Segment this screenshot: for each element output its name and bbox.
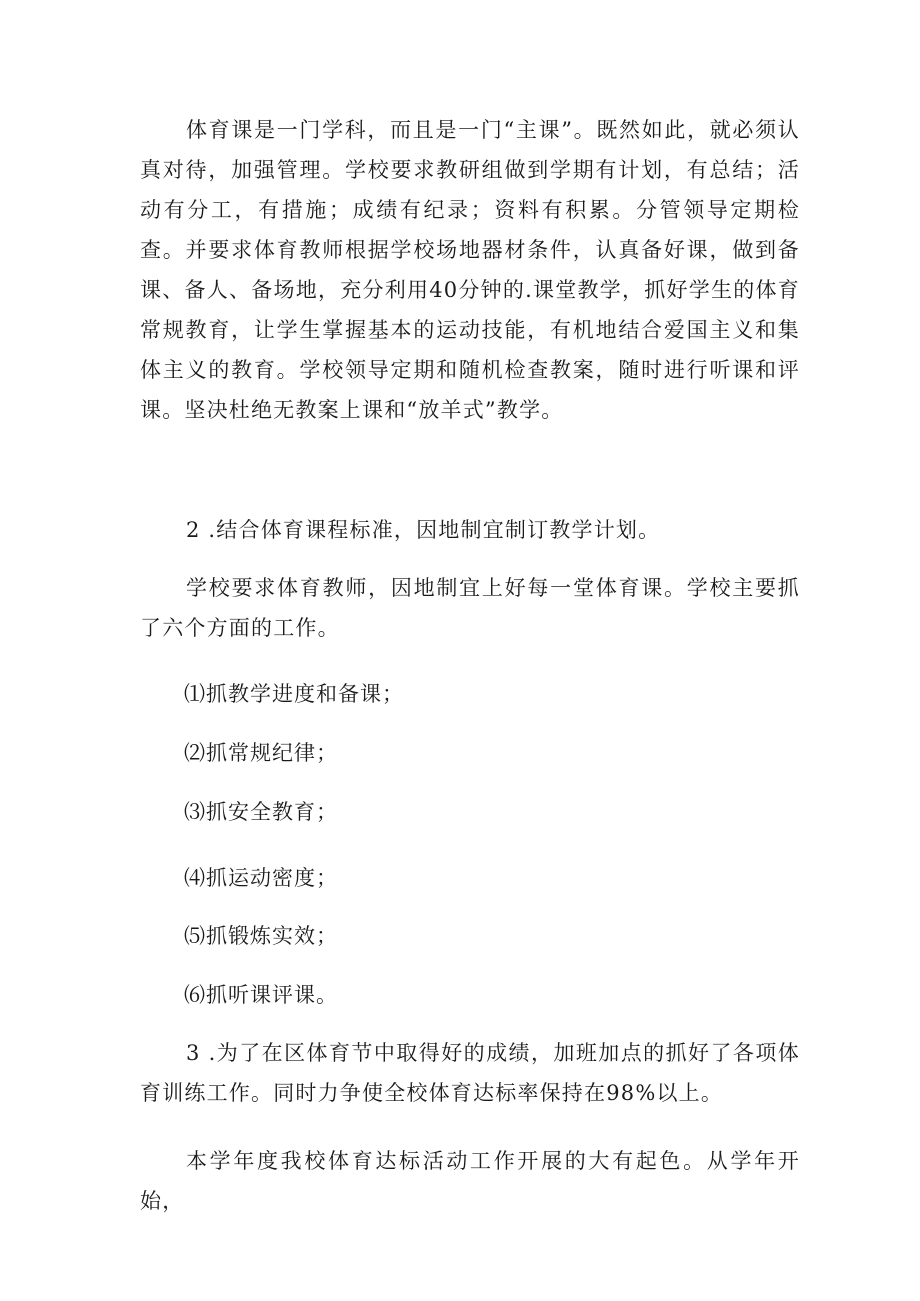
intro-paragraph: 体育课是一门学科，而且是一门“主课”。既然如此，就必须认真对待，加强管理。学校要求教研组做到学期有计划，有总结；活动有分工，有措施；成绩有纪录；资料有积累。分管领导定期检查。并要求体育教师根据学校场地器材条件，认真备好课，做到备课、备人、备场地，充分利用40分钟的.课堂教学，抓好学生的体育常规教育，让学生掌握基本的运动技能，有机地结合爱国主义和集体主义的教育。学校领导定期和随机检查教案，随时进行听课和评课。坚决杜绝无教案上课和“放羊式”教学。 (140, 118, 800, 422)
plan-paragraph: 学校要求体育教师，因地制宜上好每一堂体育课。学校主要抓了六个方面的工作。 (140, 576, 800, 640)
list-item: ⑸抓锻炼实效； (184, 924, 338, 948)
list-item: ⑴抓教学进度和备课； (184, 682, 404, 706)
list-item: ⑷抓运动密度； (184, 866, 338, 890)
list-item: ⑹抓听课评课。 (184, 983, 338, 1007)
list-item: ⑵抓常规纪律； (184, 741, 338, 765)
list-item: ⑶抓安全教育； (184, 800, 338, 824)
section-3-paragraph: 3 .为了在区体育节中取得好的成绩，加班加点的抓好了各项体育训练工作。同时力争使全校体育达标率保持在98%以上。 (140, 1041, 800, 1105)
section-2-heading: 2 .结合体育课程标准，因地制宜制订教学计划。 (186, 518, 661, 542)
closing-paragraph: 本学年度我校体育达标活动工作开展的大有起色。从学年开始， (140, 1149, 800, 1213)
